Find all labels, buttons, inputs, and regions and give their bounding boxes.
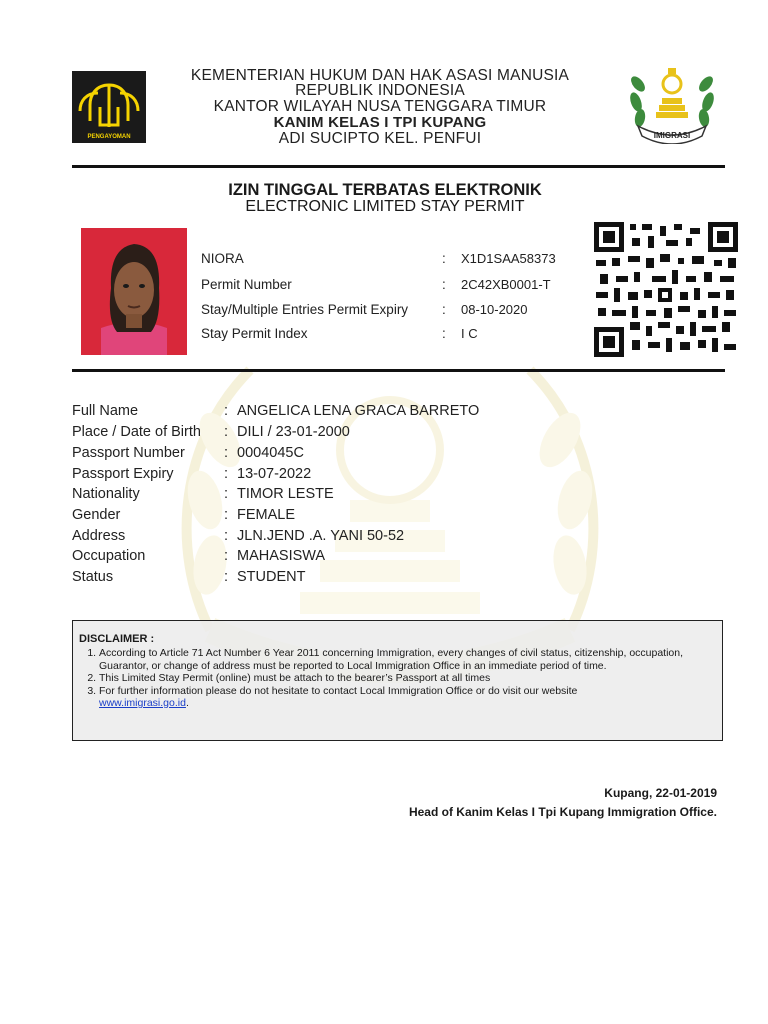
middle-divider — [72, 369, 725, 372]
full-name-colon: : — [224, 403, 229, 419]
disclaimer-list — [79, 647, 714, 710]
address-label: Address — [72, 528, 126, 544]
person-photo-icon — [81, 228, 187, 355]
header-ministry: KEMENTERIAN HUKUM DAN HAK ASASI MANUSIA — [190, 67, 570, 84]
qr-code — [594, 222, 738, 357]
nationality-label: Nationality — [72, 486, 140, 502]
stay-permit-index-colon: : — [442, 326, 446, 341]
passport-expiry-label: Passport Expiry — [72, 466, 174, 482]
nationality-value: TIMOR LESTE — [237, 486, 334, 502]
imigrasi-label: IMIGRASI — [653, 131, 691, 140]
permit-title: IZIN TINGGAL TERBATAS ELEKTRONIK — [228, 181, 542, 199]
permit-number-value: 2C42XB0001-T — [461, 277, 551, 292]
header-office: KANIM KELAS I TPI KUPANG — [273, 114, 487, 131]
disclaimer-item-text: For further information please do not hesitate to contact Local Immigration Office or do visit our website — [99, 684, 578, 697]
status-value: STUDENT — [237, 569, 306, 585]
occupation-colon: : — [224, 548, 229, 564]
passport-number-label: Passport Number — [72, 445, 185, 461]
disclaimer-item: 2. This Limited Stay Permit (online) must be attach to the bearer’s Passport at all times — [99, 672, 714, 685]
niora-label: NIORA — [201, 251, 244, 266]
header-republic: REPUBLIK INDONESIA — [295, 82, 465, 99]
gender-colon: : — [224, 507, 229, 523]
status-label: Status — [72, 569, 114, 585]
disclaimer-item: 1. According to Article 71 Act Number 6 Year 2011 concerning Immigration, every changes of civil status, citizenship, occupation, Guarantor, or change of address must be reported to Local Immigration Office in an immediate period of time. — [99, 647, 714, 672]
header-address: ADI SUCIPTO KEL. PENFUI — [278, 130, 482, 147]
permit-expiry-label: Stay/Multiple Entries Permit Expiry — [201, 302, 409, 317]
header-regional-office: KANTOR WILAYAH NUSA TENGGARA TIMUR — [213, 98, 547, 115]
permit-subtitle: ELECTRONIC LIMITED STAY PERMIT — [245, 198, 525, 215]
imigrasi-emblem-icon — [624, 62, 720, 144]
full-name-label: Full Name — [72, 403, 139, 419]
birth-label: Place / Date of Birth — [72, 424, 201, 440]
passport-expiry-value: 13-07-2022 — [237, 466, 312, 482]
pengayoman-tree-icon — [72, 71, 146, 143]
niora-colon: : — [442, 251, 446, 266]
permit-expiry-value: 08-10-2020 — [461, 302, 528, 317]
disclaimer-item — [99, 685, 714, 710]
nationality-colon: : — [224, 486, 229, 502]
signature-date: Kupang, 22-01-2019 — [604, 786, 717, 800]
gender-label: Gender — [72, 507, 121, 523]
gender-value: FEMALE — [237, 507, 296, 523]
passport-expiry-colon: : — [224, 466, 229, 482]
niora-value: X1D1SAA58373 — [461, 251, 556, 266]
permit-number-label: Permit Number — [201, 277, 292, 292]
occupation-value: MAHASISWA — [237, 548, 326, 564]
full-name-value: ANGELICA LENA GRACA BARRETO — [237, 403, 480, 419]
birth-value: DILI / 23-01-2000 — [237, 424, 350, 440]
imigrasi-logo — [624, 62, 720, 144]
top-divider — [72, 165, 725, 168]
pengayoman-label: PENGAYOMAN — [87, 134, 131, 140]
imigrasi-website-link[interactable]: www.imigrasi.go.id — [99, 697, 186, 709]
occupation-label: Occupation — [72, 548, 146, 564]
status-colon: : — [224, 569, 229, 585]
address-value: JLN.JEND .A. YANI 50-52 — [237, 528, 405, 544]
address-colon: : — [224, 528, 229, 544]
pengayoman-logo — [72, 71, 146, 143]
disclaimer-title: DISCLAIMER : — [79, 633, 155, 645]
passport-number-value: 0004045C — [237, 445, 304, 461]
permit-number-colon: : — [442, 277, 446, 292]
disclaimer-item-suffix: . — [185, 697, 189, 709]
holder-photo — [81, 228, 187, 355]
birth-colon: : — [224, 424, 229, 440]
stay-permit-index-value: I C — [461, 326, 478, 341]
permit-expiry-colon: : — [442, 302, 446, 317]
signature-title: Head of Kanim Kelas I Tpi Kupang Immigration Office. — [408, 805, 717, 819]
disclaimer-box — [72, 620, 723, 741]
stay-permit-index-label: Stay Permit Index — [201, 326, 308, 341]
passport-number-colon: : — [224, 445, 229, 461]
